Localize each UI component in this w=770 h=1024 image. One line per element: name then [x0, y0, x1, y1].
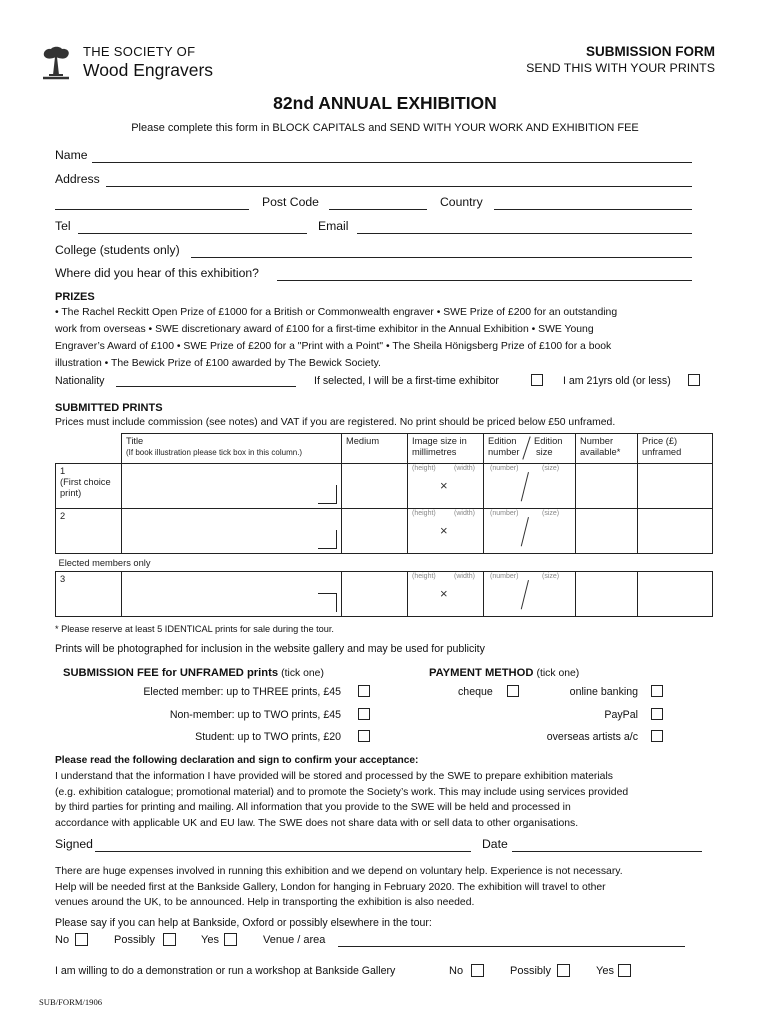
help-possibly-checkbox[interactable] [163, 933, 176, 946]
header-medium [342, 434, 408, 464]
declaration-line: I understand that the information I have provided will be stored and processed by the SWE to prepare exhibition materials [55, 771, 613, 782]
demo-no-label: No [449, 965, 464, 977]
number-available-cell[interactable] [576, 572, 638, 617]
medium-cell[interactable] [342, 509, 408, 554]
first-time-label: If selected, I will be a first-time exhibitor [314, 375, 499, 387]
help-no-checkbox[interactable] [75, 933, 88, 946]
heard-label: Where did you hear of this exhibition? [55, 266, 259, 280]
width-label: (width) [454, 573, 476, 580]
height-label: (height) [412, 573, 436, 580]
college-input[interactable] [191, 257, 692, 258]
age-checkbox[interactable] [688, 374, 700, 386]
payment-heading-text: PAYMENT METHOD [429, 667, 534, 679]
edition-size-header-2: size [536, 447, 553, 457]
demo-yes-checkbox[interactable] [618, 964, 631, 977]
declaration-line: (e.g. exhibition catalogue; promotional material) and to promote the Society’s work. This may include using services provided [55, 786, 629, 798]
book-tick-box[interactable] [318, 485, 337, 504]
signed-label: Signed [55, 837, 93, 851]
form-subtitle: SEND THIS WITH YOUR PRINTS [526, 61, 715, 75]
header-image-size [408, 434, 484, 464]
image-size-header-2: millimetres [412, 447, 457, 457]
title-header-note: (If book illustration please tick box in this column.) [126, 448, 303, 457]
number-available-cell[interactable] [576, 464, 638, 509]
email-label: Email [318, 219, 349, 233]
edition-number-header-2: number [488, 447, 520, 457]
title-header: Title [126, 436, 144, 446]
title-cell[interactable] [122, 464, 342, 509]
volunteer-line: There are huge expenses involved in running this exhibition and we depend on voluntary help. Experience is not necessary. [55, 866, 623, 877]
price-header: Price (£) [642, 436, 678, 446]
edition-number-header: Edition [488, 436, 517, 446]
date-input[interactable] [512, 851, 702, 852]
times-icon: × [440, 478, 448, 493]
size-label: (size) [542, 465, 560, 472]
slash-icon [521, 517, 529, 546]
address-label: Address [55, 172, 100, 186]
instructions: Please complete this form in BLOCK CAPITALS and SEND WITH YOUR WORK AND EXHIBITION FEE [131, 122, 639, 134]
number-label: (number) [490, 573, 519, 580]
payment-online-checkbox[interactable] [651, 685, 663, 697]
height-label: (height) [412, 465, 436, 472]
medium-cell[interactable] [342, 464, 408, 509]
payment-paypal-checkbox[interactable] [651, 708, 663, 720]
country-input[interactable] [494, 209, 692, 210]
tel-label: Tel [55, 219, 71, 233]
prizes-heading: PRIZES [55, 291, 95, 303]
edition-cell[interactable] [484, 572, 576, 617]
elected-only-label: Elected members only [58, 558, 151, 568]
payment-heading [429, 667, 579, 679]
payment-cheque-label: cheque [458, 686, 493, 698]
edition-divider [522, 436, 530, 459]
row-number: 2 [60, 511, 66, 521]
elected-only-row [56, 554, 713, 572]
reserve-footnote: * Please reserve at least 5 IDENTICAL prints for sale during the tour. [55, 624, 334, 634]
prize-line: • The Rachel Reckitt Open Prize of £1000 for a British or Commonwealth engraver • SWE Prize of £200 for an outstanding [55, 307, 618, 318]
image-size-cell[interactable] [408, 509, 484, 554]
fee-heading-note: (tick one) [281, 668, 324, 679]
fee-option-label: Non-member: up to TWO prints, £45 [169, 709, 341, 721]
address-line2-input[interactable] [55, 209, 249, 210]
society-name-line1: THE SOCIETY OF [83, 44, 196, 59]
width-label: (width) [454, 465, 476, 472]
edition-cell[interactable] [484, 509, 576, 554]
payment-paypal-label: PayPal [604, 709, 638, 721]
form-code: SUB/FORM/1906 [39, 997, 103, 1007]
photographed-note: Prints will be photographed for inclusion in the website gallery and may be used for publicity [55, 643, 485, 655]
price-cell[interactable] [638, 509, 713, 554]
row-note: (First choice [60, 477, 111, 487]
demo-label: I am willing to do a demonstration or run a workshop at Bankside Gallery [55, 965, 396, 977]
help-possibly-label: Possibly [114, 934, 155, 946]
society-logo [40, 45, 72, 81]
prints-table [55, 433, 713, 617]
declaration-text [55, 769, 628, 831]
width-label: (width) [454, 510, 476, 517]
volunteer-text [55, 864, 623, 911]
times-icon: × [440, 586, 448, 601]
size-label: (size) [542, 510, 560, 517]
size-label: (size) [542, 573, 560, 580]
volunteer-line: Help will be needed first at the Bankside Gallery, London for hanging in February 2020. The exhibition will travel to other [55, 881, 606, 893]
nationality-label: Nationality [55, 375, 105, 387]
row-label [56, 464, 122, 509]
fee-heading [63, 667, 324, 679]
prize-line: Engraver’s Award of £100 • SWE Prize of £200 for a "Print with a Point" • The Sheila Hönigsberg Prize of £100 for a book [55, 341, 612, 353]
fee-option-label: Student: up to TWO prints, £20 [195, 731, 341, 743]
demo-no-checkbox[interactable] [471, 964, 484, 977]
fee-student-checkbox[interactable] [358, 730, 370, 742]
header-blank [56, 434, 122, 464]
demo-possibly-checkbox[interactable] [557, 964, 570, 977]
venue-input[interactable] [338, 946, 685, 947]
price-note: Prices must include commission (see notes) and VAT if you are registered. No print should be priced below £50 unframed. [55, 417, 616, 428]
edition-cell[interactable] [484, 464, 576, 509]
book-tick-box[interactable] [318, 530, 337, 549]
tel-input[interactable] [78, 233, 307, 234]
exhibition-title: 82nd ANNUAL EXHIBITION [273, 93, 497, 113]
form-title: SUBMISSION FORM [585, 44, 715, 59]
row-number: 1 [60, 466, 66, 476]
slash-icon [521, 472, 529, 501]
table-row [56, 464, 713, 509]
table-row [56, 572, 713, 617]
tree-icon [40, 45, 72, 81]
fee-elected-checkbox[interactable] [358, 685, 370, 697]
date-label: Date [482, 837, 508, 851]
row-label [56, 572, 122, 617]
declaration-line: by third parties for printing and mailing. All information that you provide to the SWE will be held and processed in [55, 802, 571, 814]
declaration-heading: Please read the following declaration and sign to confirm your acceptance: [55, 755, 419, 766]
age-label: I am 21yrs old (or less) [563, 375, 671, 387]
venue-label: Venue / area [263, 934, 326, 946]
name-input[interactable] [92, 162, 692, 163]
number-label: (number) [490, 465, 519, 472]
college-label: College (students only) [55, 243, 180, 257]
medium-header: Medium [346, 436, 380, 446]
table-row [56, 509, 713, 554]
header-title [122, 434, 342, 464]
price-cell[interactable] [638, 572, 713, 617]
help-yes-label: Yes [201, 934, 219, 946]
medium-cell[interactable] [342, 572, 408, 617]
help-question: Please say if you can help at Bankside, Oxford or possibly elsewhere in the tour: [55, 917, 432, 929]
postcode-input[interactable] [329, 209, 427, 210]
price-header-2: unframed [642, 447, 682, 457]
number-available-header: Number [580, 436, 614, 446]
number-available-header-2: available* [580, 447, 621, 457]
number-available-cell[interactable] [576, 509, 638, 554]
slash-icon [521, 580, 529, 609]
signature-input[interactable] [95, 851, 471, 852]
nationality-input[interactable] [116, 386, 296, 387]
society-name-line2: Wood Engravers [83, 60, 214, 80]
country-label: Country [440, 195, 483, 209]
help-yes-checkbox[interactable] [224, 933, 237, 946]
payment-heading-note: (tick one) [536, 668, 580, 679]
title-cell[interactable] [122, 509, 342, 554]
image-size-header: Image size in [412, 436, 467, 446]
price-cell[interactable] [638, 464, 713, 509]
demo-possibly-label: Possibly [510, 965, 551, 977]
prize-line: work from overseas • SWE discretionary award of £100 for a first-time exhibitor in the Annual Exhibition • SWE Young [55, 324, 594, 336]
payment-overseas-checkbox[interactable] [651, 730, 663, 742]
declaration-line: accordance with applicable UK and EU law. The SWE does not share data with or sell data to other organisations. [55, 817, 579, 829]
height-label: (height) [412, 510, 436, 517]
header-number-available [576, 434, 638, 464]
name-label: Name [55, 148, 88, 162]
payment-cheque-checkbox[interactable] [507, 685, 519, 697]
address-input[interactable] [106, 186, 692, 187]
fee-nonmember-checkbox[interactable] [358, 708, 370, 720]
help-no-label: No [55, 934, 70, 946]
image-size-cell[interactable] [408, 464, 484, 509]
image-size-cell[interactable] [408, 572, 484, 617]
postcode-label: Post Code [262, 195, 319, 209]
fee-heading-text: SUBMISSION FEE for UNFRAMED prints [63, 667, 279, 679]
volunteer-line: venues around the UK, to be announced. Help in transporting the exhibition is also needed. [55, 897, 475, 909]
submitted-heading: SUBMITTED PRINTS [55, 402, 163, 414]
fee-option-label: Elected member: up to THREE prints, £45 [143, 686, 341, 698]
prizes-list [55, 305, 735, 372]
email-input[interactable] [357, 233, 692, 234]
payment-online-label: online banking [569, 686, 638, 698]
row-number: 3 [60, 574, 66, 584]
heard-input[interactable] [277, 280, 692, 281]
header-price [638, 434, 713, 464]
prize-line: illustration • The Bewick Prize of £100 awarded by The Bewick Society. [55, 358, 381, 370]
times-icon: × [440, 523, 448, 538]
demo-yes-label: Yes [596, 965, 614, 977]
title-cell[interactable] [122, 572, 342, 617]
edition-size-header: Edition [534, 436, 563, 446]
header-edition [484, 434, 576, 464]
number-label: (number) [490, 510, 519, 517]
row-label [56, 509, 122, 554]
payment-overseas-label: overseas artists a/c [546, 731, 638, 743]
row-note: print) [60, 488, 82, 498]
book-tick-box[interactable] [318, 593, 337, 612]
first-time-checkbox[interactable] [531, 374, 543, 386]
